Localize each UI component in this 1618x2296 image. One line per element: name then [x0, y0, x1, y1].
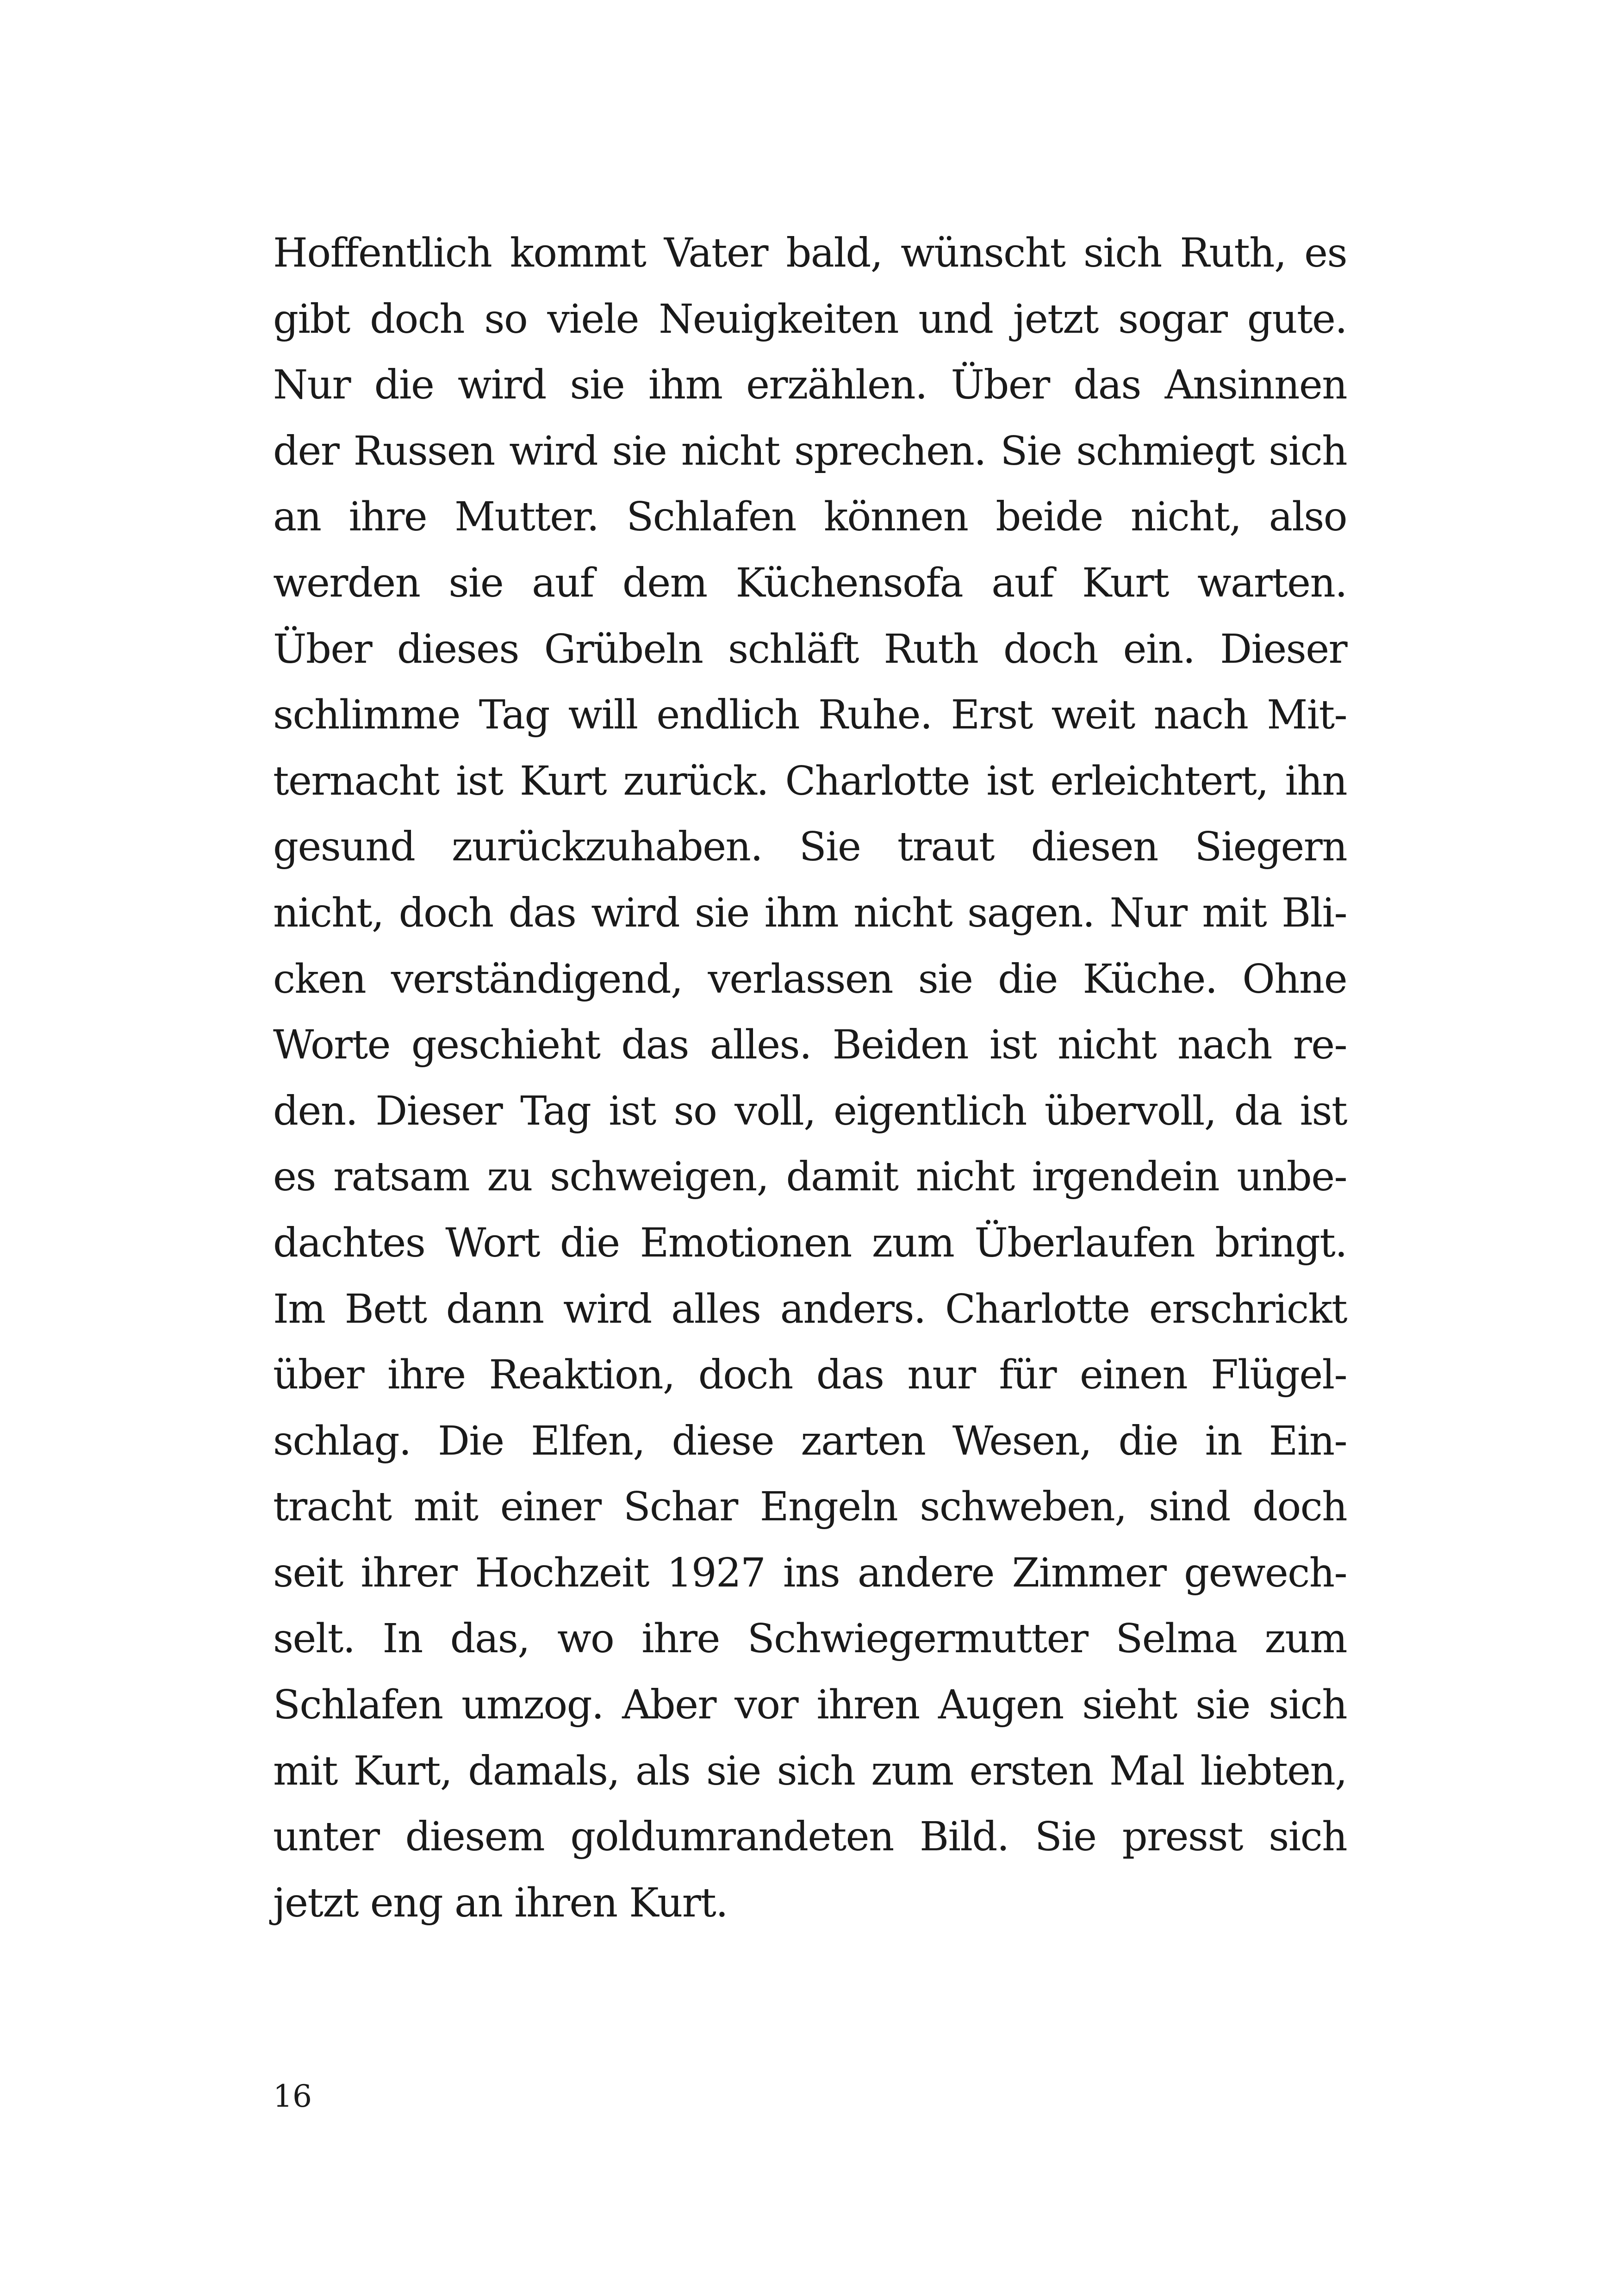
- text-line: an ihre Mutter. Schlafen können beide nicht, also: [273, 494, 1347, 541]
- text-line: ternacht ist Kurt zurück. Charlotte ist erleichtert, ihn: [273, 758, 1347, 804]
- text-line: schlag. Die Elfen, diese zarten Wesen, die in Ein-: [273, 1418, 1347, 1464]
- text-line: unter diesem goldumrandeten Bild. Sie presst sich: [273, 1814, 1347, 1860]
- text-line: der Russen wird sie nicht sprechen. Sie schmiegt sich: [273, 428, 1347, 474]
- text-line: Worte geschieht das alles. Beiden ist nicht nach re-: [273, 1022, 1347, 1069]
- page-number: 16: [273, 2078, 312, 2114]
- text-line: werden sie auf dem Küchensofa auf Kurt warten.: [273, 560, 1347, 606]
- text-line: mit Kurt, damals, als sie sich zum ersten Mal liebten,: [273, 1748, 1347, 1794]
- text-line: schlimme Tag will endlich Ruhe. Erst weit nach Mit-: [273, 692, 1347, 739]
- text-line: Über dieses Grübeln schläft Ruth doch ein. Dieser: [273, 626, 1347, 672]
- text-line-last: jetzt eng an ihren Kurt.: [273, 1879, 728, 1926]
- text-line: es ratsam zu schweigen, damit nicht irgendein unbe-: [273, 1154, 1347, 1201]
- text-line: Hoffentlich kommt Vater bald, wünscht sich Ruth, es: [273, 230, 1347, 276]
- text-line: den. Dieser Tag ist so voll, eigentlich übervoll, da ist: [273, 1088, 1347, 1134]
- text-line: über ihre Reaktion, doch das nur für einen Flügel-: [273, 1352, 1347, 1399]
- text-line: Nur die wird sie ihm erzählen. Über das Ansinnen: [273, 362, 1347, 409]
- text-line: cken verständigend, verlassen sie die Küche. Ohne: [273, 956, 1347, 1002]
- body-text: [273, 220, 1347, 1936]
- text-line: dachtes Wort die Emotionen zum Überlaufen bringt.: [273, 1220, 1347, 1266]
- text-line: Im Bett dann wird alles anders. Charlotte erschrickt: [273, 1286, 1347, 1332]
- text-line: gibt doch so viele Neuigkeiten und jetzt sogar gute.: [273, 296, 1347, 342]
- text-line: seit ihrer Hochzeit 1927 ins andere Zimmer gewech-: [273, 1549, 1347, 1596]
- text-line: tracht mit einer Schar Engeln schweben, sind doch: [273, 1484, 1347, 1531]
- text-line: gesund zurückzuhaben. Sie traut diesen Siegern: [273, 824, 1347, 871]
- text-line: Schlafen umzog. Aber vor ihren Augen sieht sie sich: [273, 1682, 1347, 1729]
- text-line: selt. In das, wo ihre Schwiegermutter Selma zum: [273, 1616, 1347, 1662]
- text-line: nicht, doch das wird sie ihm nicht sagen. Nur mit Bli-: [273, 890, 1347, 936]
